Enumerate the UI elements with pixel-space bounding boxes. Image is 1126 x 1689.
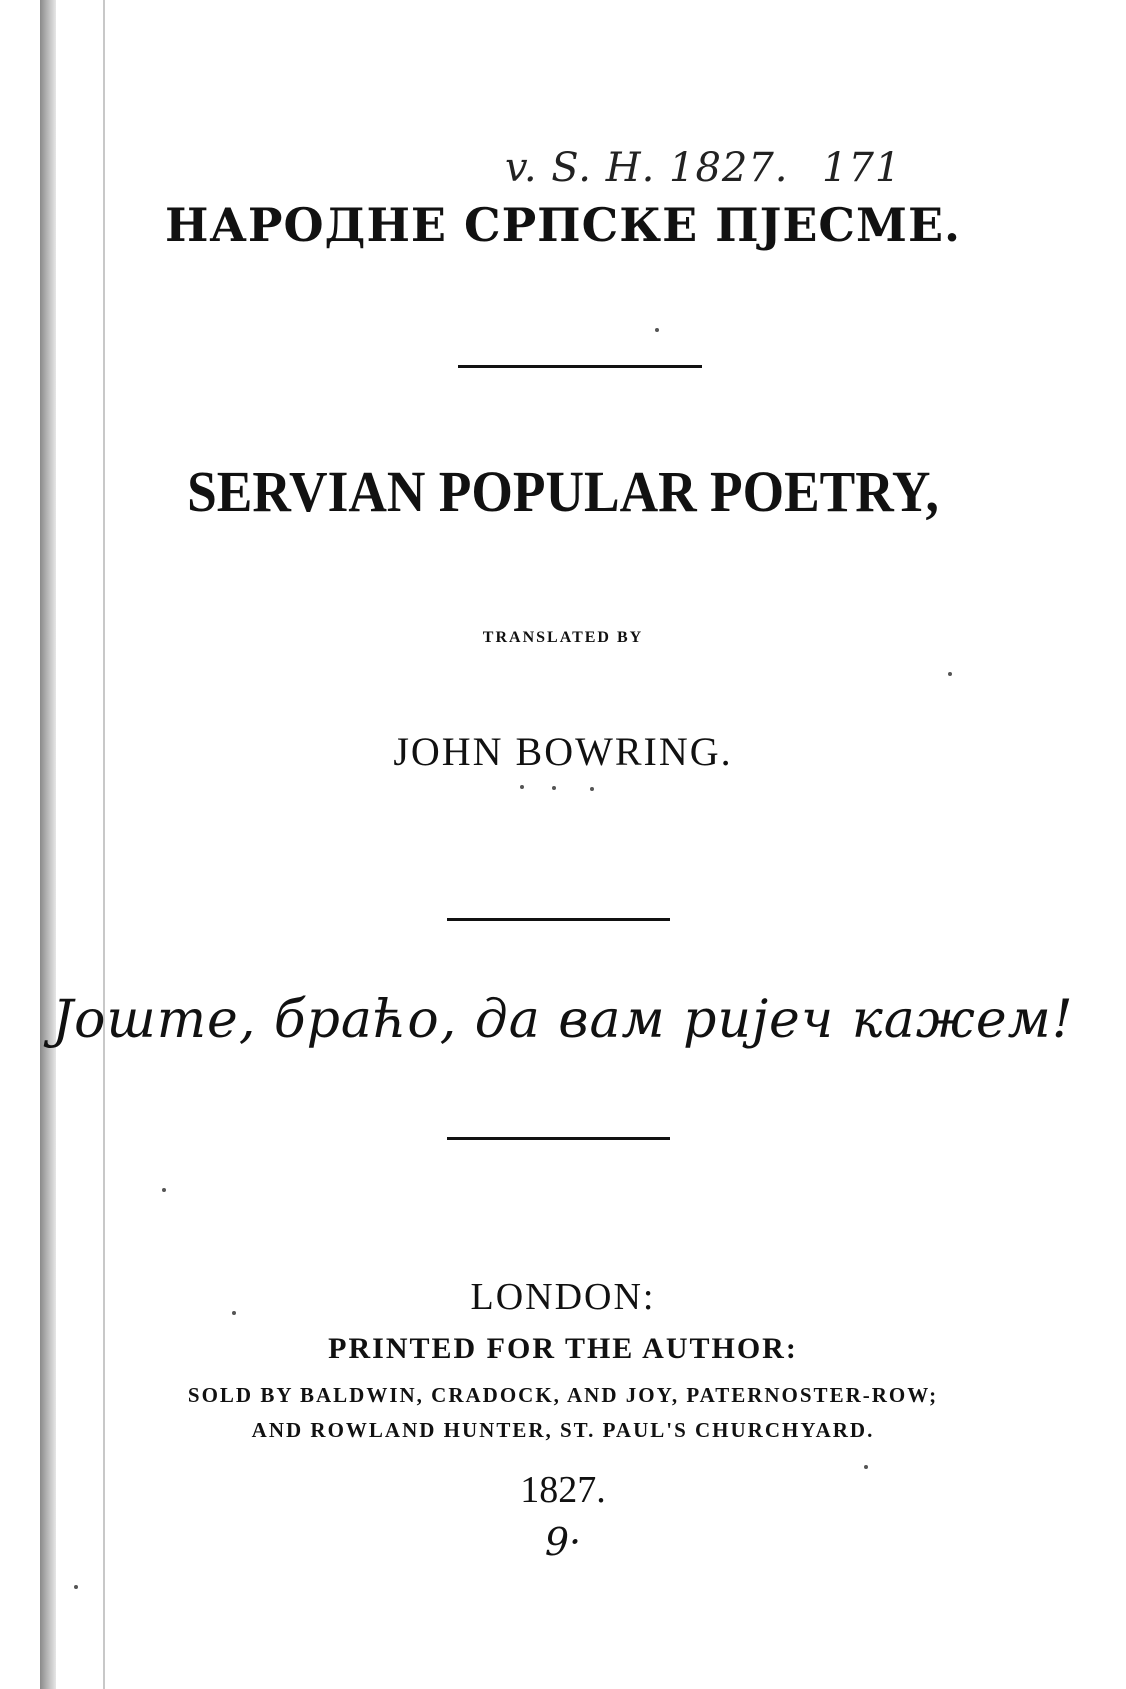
handwritten-mark: 9· <box>544 1520 582 1564</box>
scan-speck <box>162 1188 166 1192</box>
title-english: SERVIAN POPULAR POETRY, <box>187 459 939 524</box>
scan-speck <box>74 1585 78 1589</box>
scan-speck <box>948 672 952 676</box>
scan-speck <box>590 787 594 791</box>
imprint-rowland-hunter: AND ROWLAND HUNTER, ST. PAUL'S CHURCHYARD. <box>251 1418 875 1442</box>
scan-speck <box>520 785 524 789</box>
title-cyrillic: НАРОДНЕ СРПСКЕ ПЈЕСМЕ. <box>164 198 962 252</box>
translated-by-label: TRANSLATED BY <box>482 629 644 646</box>
scan-speck <box>552 786 556 790</box>
imprint-year: 1827. <box>520 1469 606 1511</box>
imprint-printed-for: PRINTED FOR THE AUTHOR: <box>328 1332 798 1365</box>
motto: Јоште, браћо, да вам ријеч кажем! <box>52 990 1074 1050</box>
scan-speck <box>655 328 659 332</box>
handwritten-shelfmark: v. S. H. 1827. <box>505 145 789 191</box>
author-name: JOHN BOWRING. <box>393 729 733 774</box>
divider-rule <box>458 365 702 368</box>
imprint-sold-by: SOLD BY BALDWIN, CRADOCK, AND JOY, PATERNOSTER-ROW; <box>187 1383 939 1407</box>
scan-speck <box>864 1465 868 1469</box>
divider-rule <box>447 1137 670 1140</box>
scan-speck <box>232 1311 236 1315</box>
imprint-city: LONDON: <box>470 1276 656 1318</box>
handwritten-number: 171 <box>822 145 902 191</box>
divider-rule <box>447 918 670 921</box>
